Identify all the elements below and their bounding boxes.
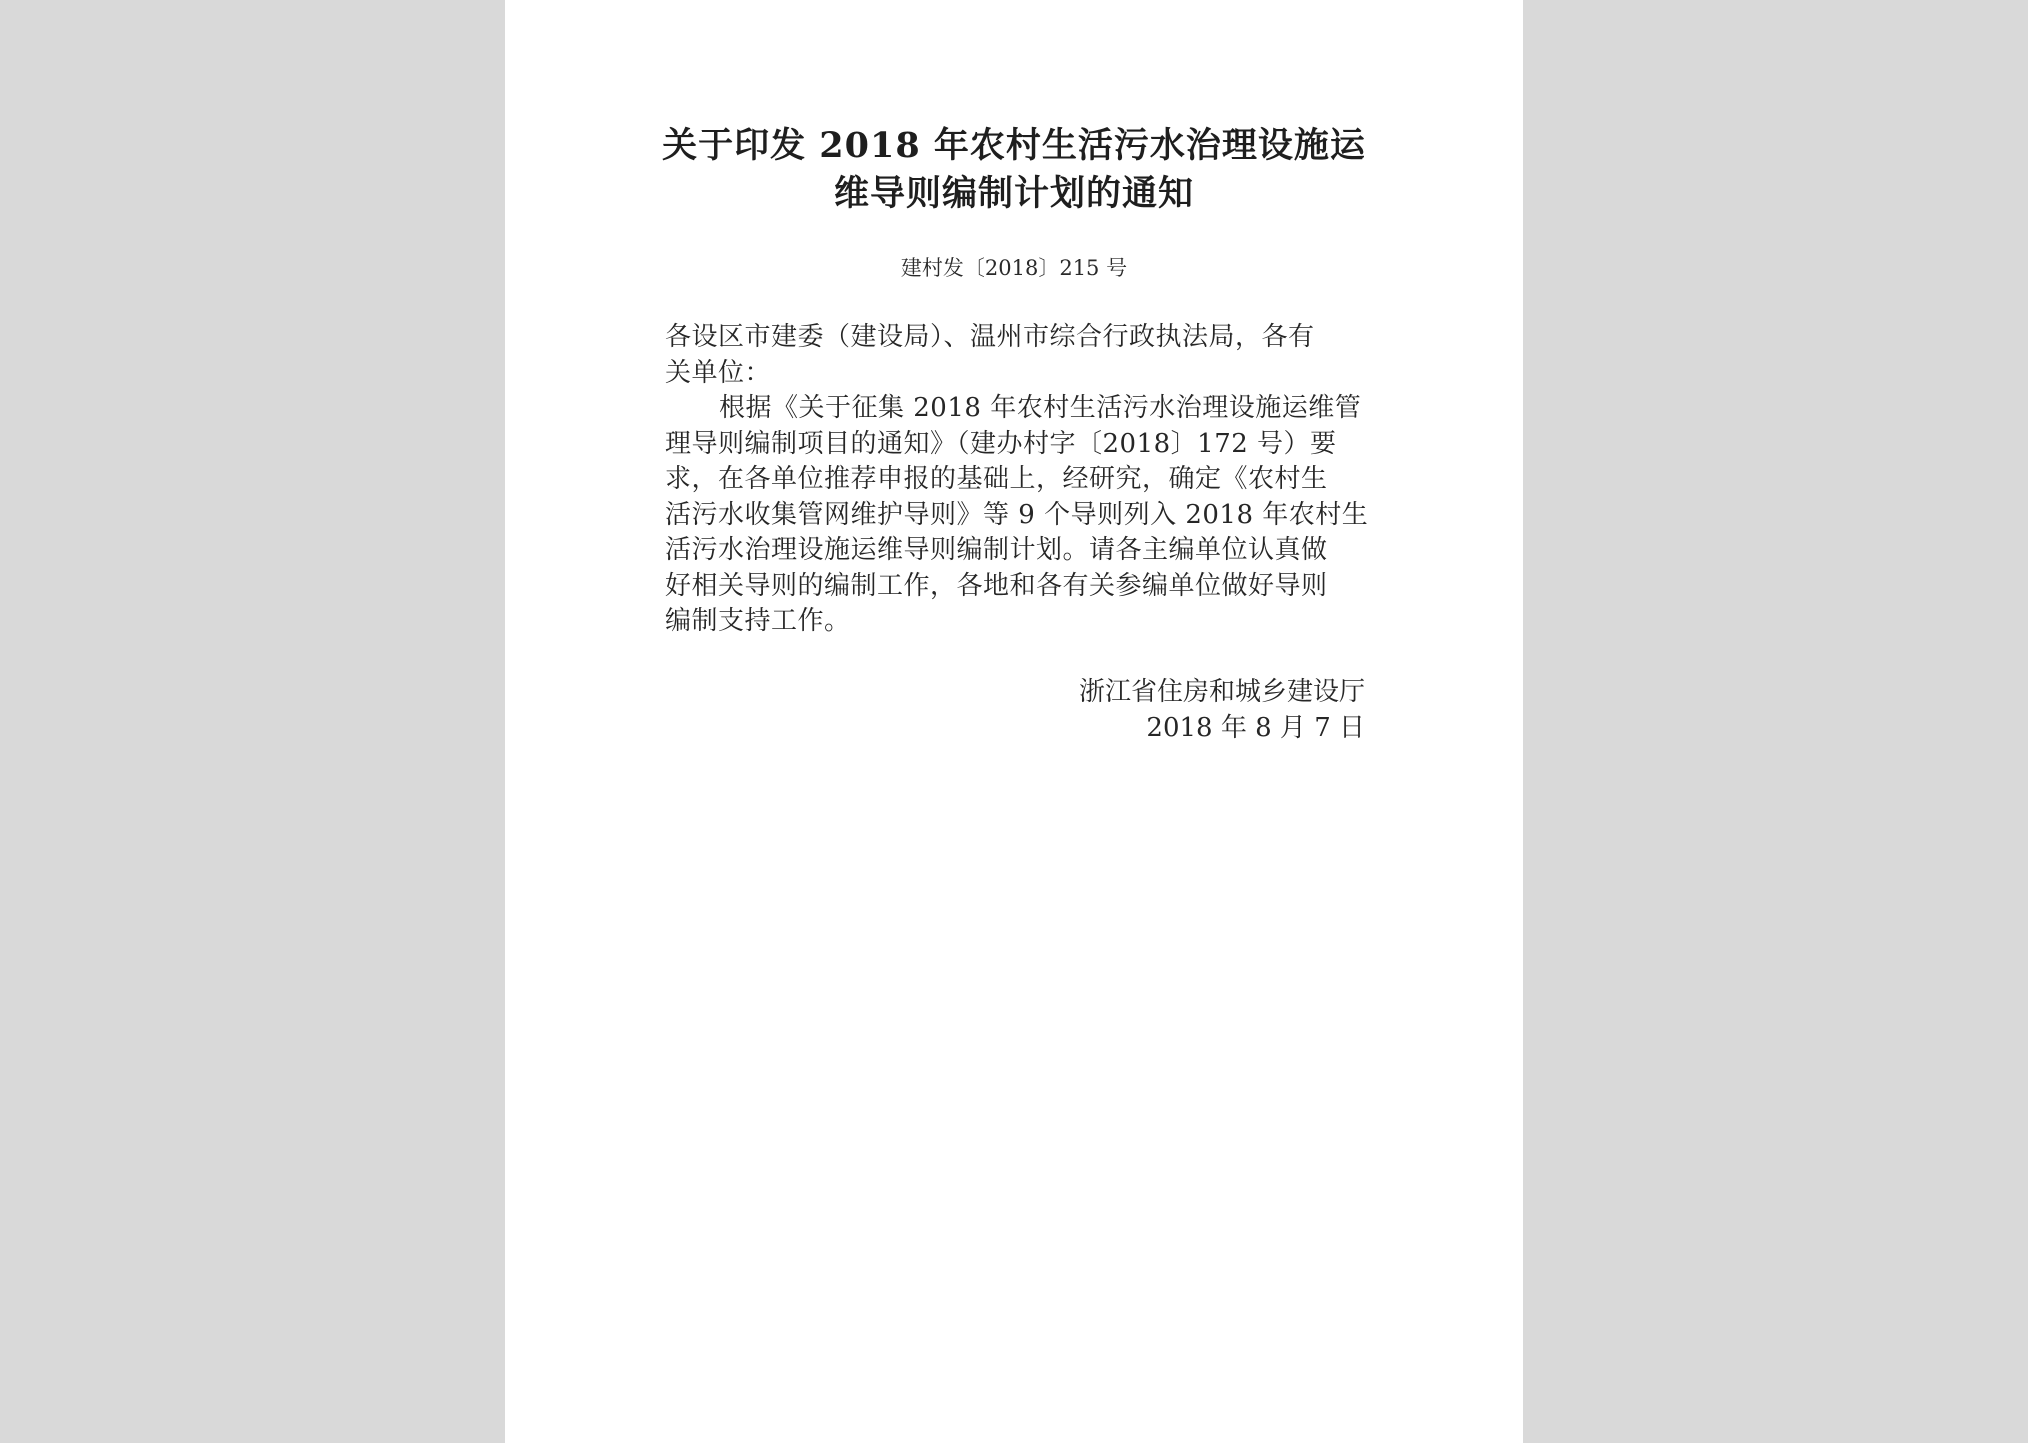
title-line-2: 维导则编制计划的通知 xyxy=(833,173,1194,214)
paragraph-line-4: 活污水收集管网维护导则》等 9 个导则列入 2018 年农村生 xyxy=(665,499,1369,530)
paragraph-line-5: 活污水治理设施运维导则编制计划。请各主编单位认真做 xyxy=(665,535,1328,565)
addressee-line-2: 关单位： xyxy=(665,357,772,388)
document-body xyxy=(665,320,1369,640)
document-page xyxy=(505,0,1523,1443)
document-title xyxy=(505,122,1523,218)
issue-date: 2018 年 8 月 7 日 xyxy=(1146,712,1365,743)
paragraph-line-2: 理导则编制项目的通知》（建办村字〔2018〕172 号）要 xyxy=(665,428,1337,459)
paragraph-line-6: 好相关导则的编制工作，各地和各有关参编单位做好导则 xyxy=(665,570,1328,601)
title-line-1: 关于印发 2018 年农村生活污水治理设施运 xyxy=(662,125,1366,166)
paragraph-line-1: 根据《关于征集 2018 年农村生活污水治理设施运维管 xyxy=(719,393,1362,423)
paragraph-line-3: 求，在各单位推荐申报的基础上，经研究，确定《农村生 xyxy=(665,464,1328,494)
issuer-name: 浙江省住房和城乡建设厅 xyxy=(1078,677,1365,707)
paragraph-line-7: 编制支持工作。 xyxy=(665,606,851,636)
document-number: 建村发〔2018〕215 号 xyxy=(900,256,1128,280)
signature-block xyxy=(1015,675,1365,746)
addressee-line-1: 各设区市建委（建设局）、温州市综合行政执法局，各有 xyxy=(665,322,1315,352)
